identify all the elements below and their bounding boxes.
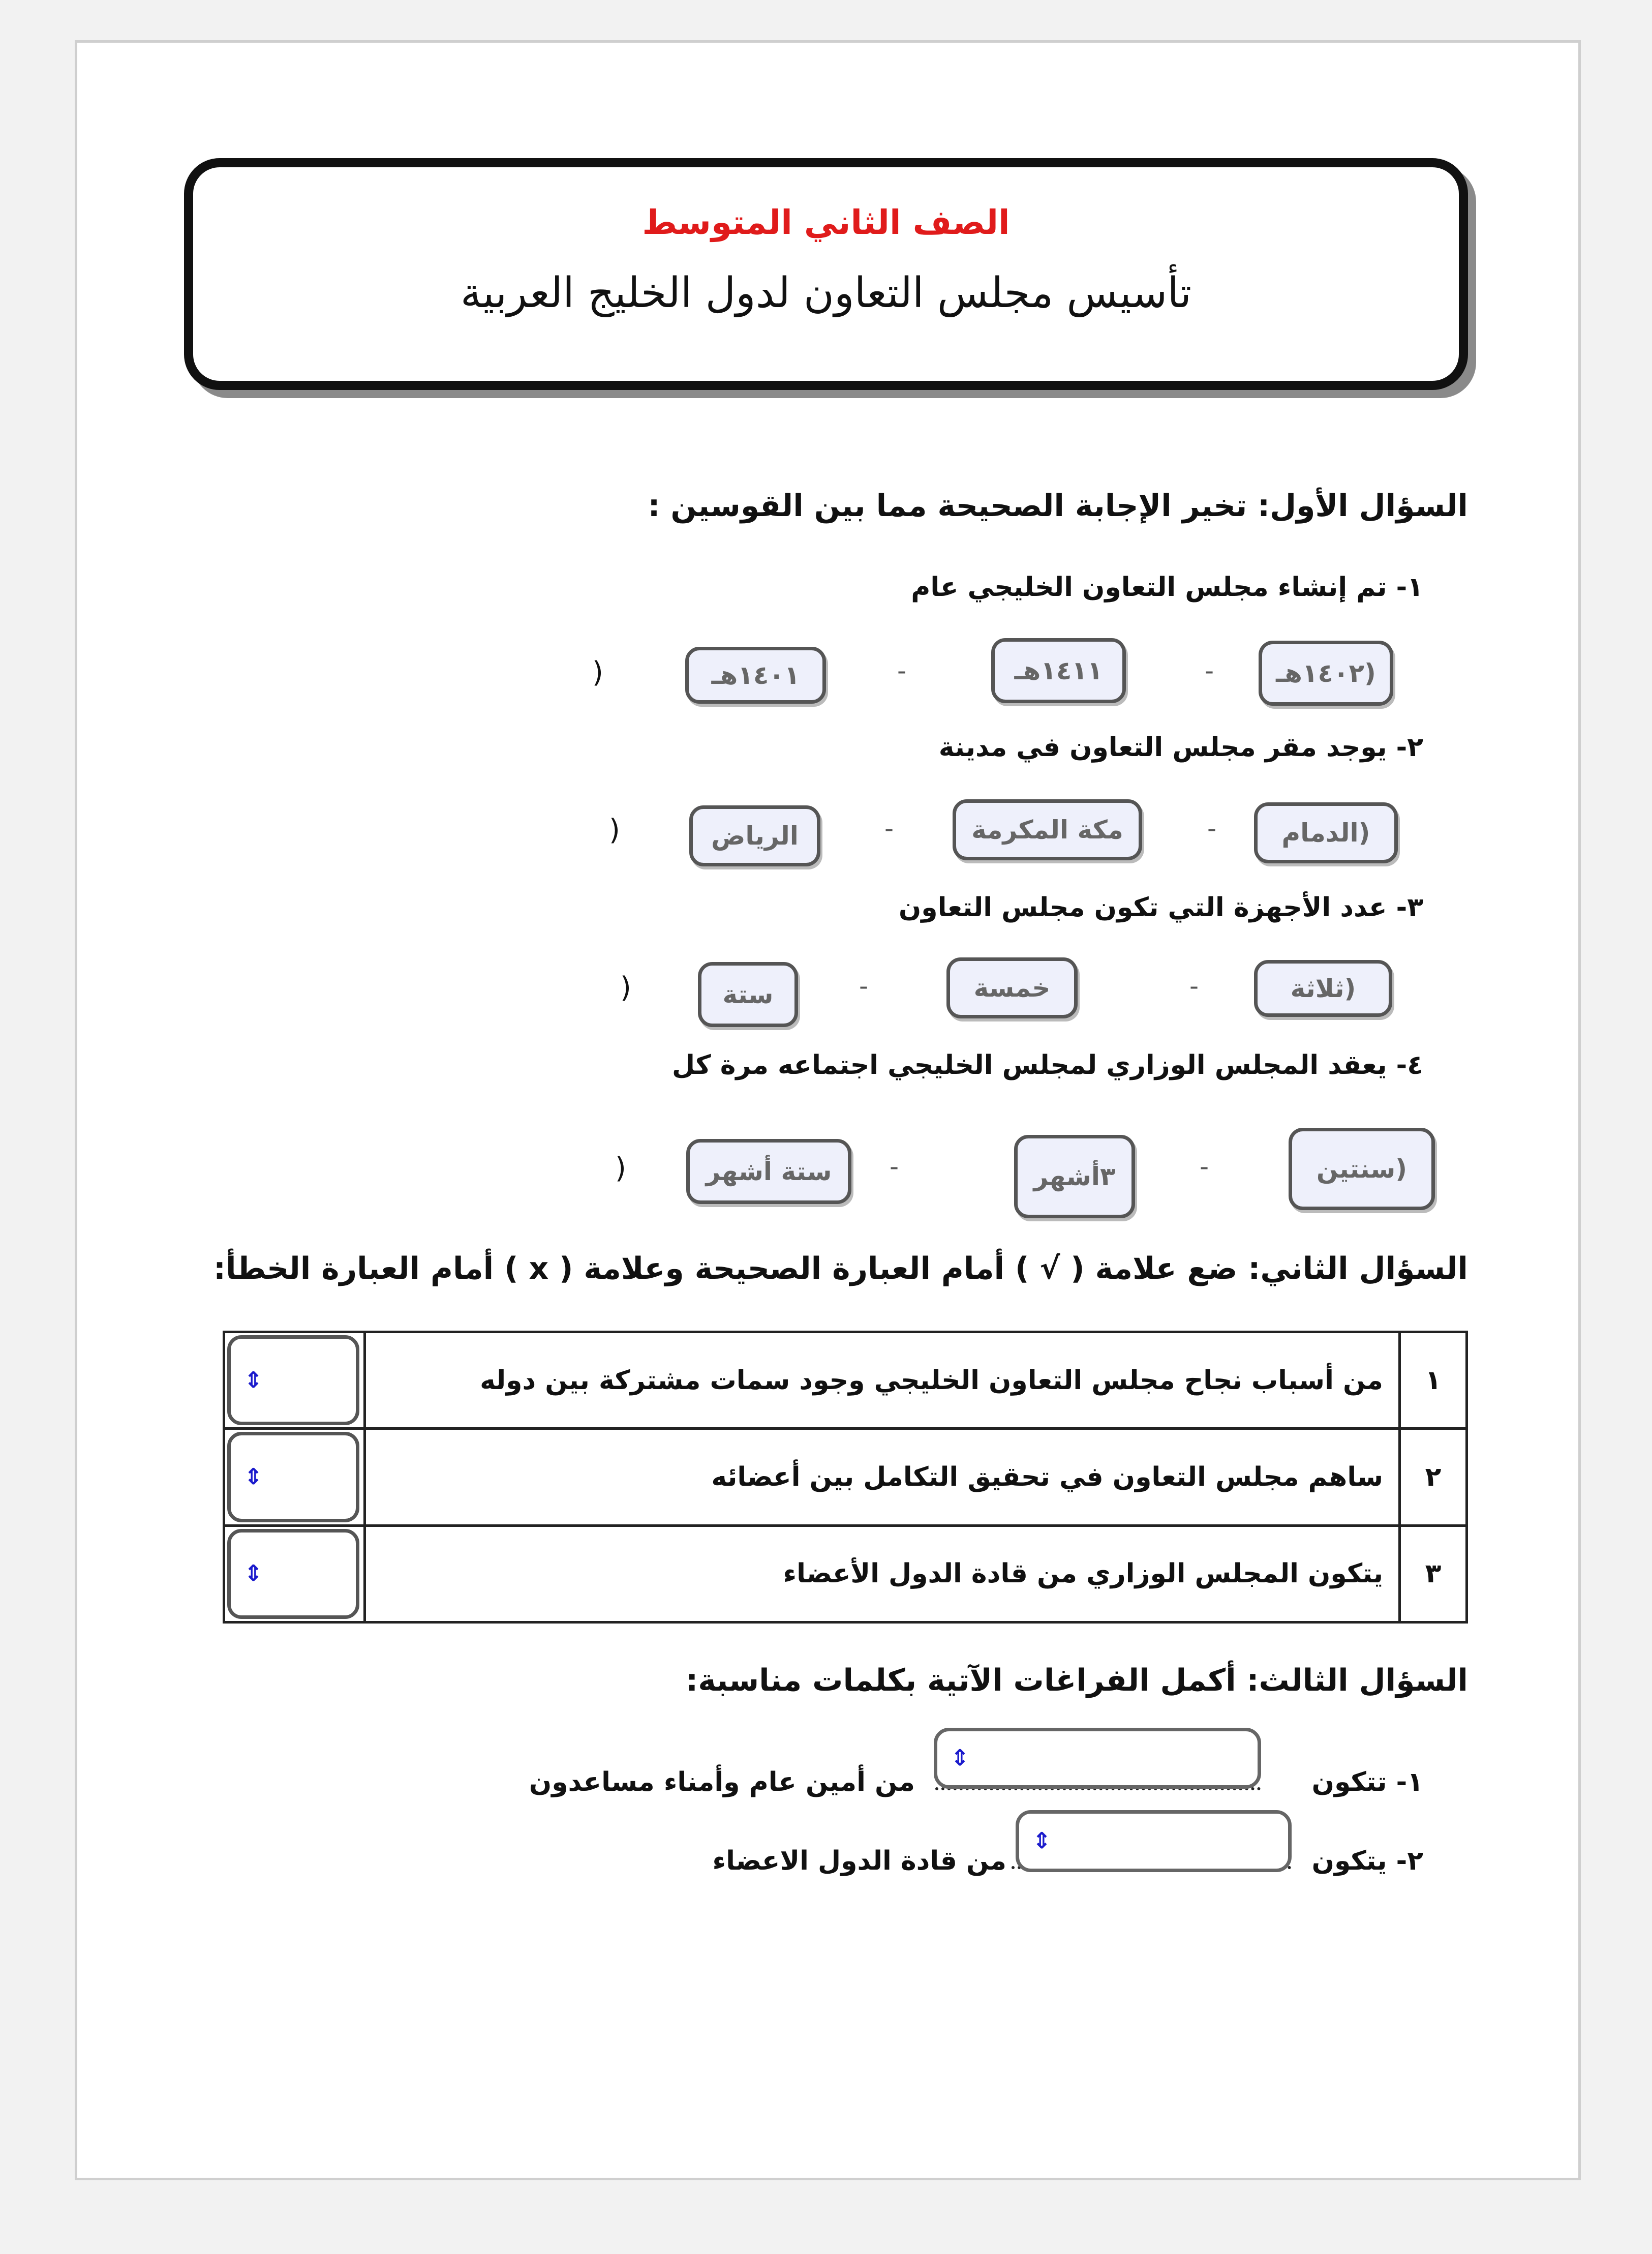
q1-item-3: ٣- عدد الأجهزة التي تكون مجلس التعاون <box>898 892 1423 923</box>
option-button[interactable]: ستة <box>698 962 798 1027</box>
separator: - <box>1189 971 1199 1001</box>
statement: من أسباب نجاح مجلس التعاون الخليجي وجود سمات مشتركة بين دوله <box>365 1332 1400 1429</box>
option-button[interactable]: ١٤٠١هـ <box>685 647 826 704</box>
separator: - <box>859 971 869 1001</box>
option-button[interactable]: ستة أشهر <box>686 1139 851 1204</box>
separator: - <box>1205 656 1214 685</box>
select-chevron-icon: ⇕ <box>951 1745 969 1771</box>
grade-label: الصف الثاني المتوسط <box>642 203 1010 242</box>
separator: - <box>897 656 907 685</box>
select-chevron-icon: ⇕ <box>244 1560 263 1587</box>
page-title: تأسيس مجلس التعاون لدول الخليج العربية <box>460 269 1192 317</box>
q1-heading: السؤال الأول: تخير الإجابة الصحيحة مما بين القوسين : <box>648 488 1468 524</box>
close-paren: ) <box>620 971 631 1004</box>
table-row <box>224 1429 1467 1525</box>
option-button[interactable]: مكة المكرمة <box>953 799 1142 860</box>
select-chevron-icon: ⇕ <box>244 1367 263 1393</box>
separator: - <box>884 814 894 843</box>
option-button[interactable]: الرياض <box>689 805 820 866</box>
fill-prefix: ١- تتكون <box>1311 1767 1423 1797</box>
table-row <box>224 1332 1467 1429</box>
q1-item-2: ٢- يوجد مقر مجلس التعاون في مدينة <box>938 732 1423 763</box>
select-chevron-icon: ⇕ <box>244 1463 263 1490</box>
answer-select[interactable] <box>224 1429 365 1525</box>
option-button[interactable]: (ثلاثة <box>1254 960 1392 1017</box>
answer-select[interactable] <box>224 1332 365 1429</box>
separator: - <box>1207 814 1217 843</box>
true-false-table <box>223 1331 1468 1624</box>
close-paren: ) <box>615 1152 626 1185</box>
separator: - <box>1200 1152 1209 1181</box>
option-button[interactable]: خمسة <box>946 957 1078 1018</box>
q1-item-4: ٤- يعقد المجلس الوزاري لمجلس الخليجي اجتماعه مرة كل <box>671 1050 1423 1080</box>
q1-item-1: ١- تم إنشاء مجلس التعاون الخليجي عام <box>911 572 1423 603</box>
row-number: ١ <box>1400 1332 1467 1429</box>
q2-heading: السؤال الثاني: ضع علامة ( √ ) أمام العبارة الصحيحة وعلامة ( ⅹ ) أمام العبارة الخطأ: <box>213 1251 1468 1286</box>
fill-suffix: من أمين عام وأمناء مساعدون <box>529 1767 915 1797</box>
table-row <box>224 1525 1467 1622</box>
statement: ساهم مجلس التعاون في تحقيق التكامل بين أعضائه <box>365 1429 1400 1525</box>
answer-select[interactable] <box>224 1525 365 1622</box>
separator: - <box>890 1152 899 1181</box>
fill-prefix: ٢- يتكون <box>1311 1846 1423 1876</box>
row-number: ٢ <box>1400 1429 1467 1525</box>
option-button[interactable]: (سنتين <box>1289 1128 1435 1210</box>
fill-select-1[interactable] <box>934 1728 1261 1789</box>
close-paren: ) <box>592 656 603 689</box>
option-button[interactable]: ١٤١١هـ <box>991 638 1126 703</box>
close-paren: ) <box>609 814 620 847</box>
option-button[interactable]: (الدمام <box>1254 802 1398 863</box>
q3-heading: السؤال الثالث: أكمل الفراغات الآتية بكلمات مناسبة: <box>686 1663 1468 1698</box>
fill-select-2[interactable] <box>1016 1810 1292 1872</box>
option-button[interactable]: (١٤٠٢هـ <box>1259 641 1393 706</box>
select-chevron-icon: ⇕ <box>1032 1828 1051 1854</box>
title-box <box>184 158 1468 390</box>
fill-suffix: من قادة الدول الاعضاء <box>712 1846 1006 1876</box>
statement: يتكون المجلس الوزاري من قادة الدول الأعضاء <box>365 1525 1400 1622</box>
option-button[interactable]: ٣أشهر <box>1014 1135 1135 1218</box>
row-number: ٣ <box>1400 1525 1467 1622</box>
